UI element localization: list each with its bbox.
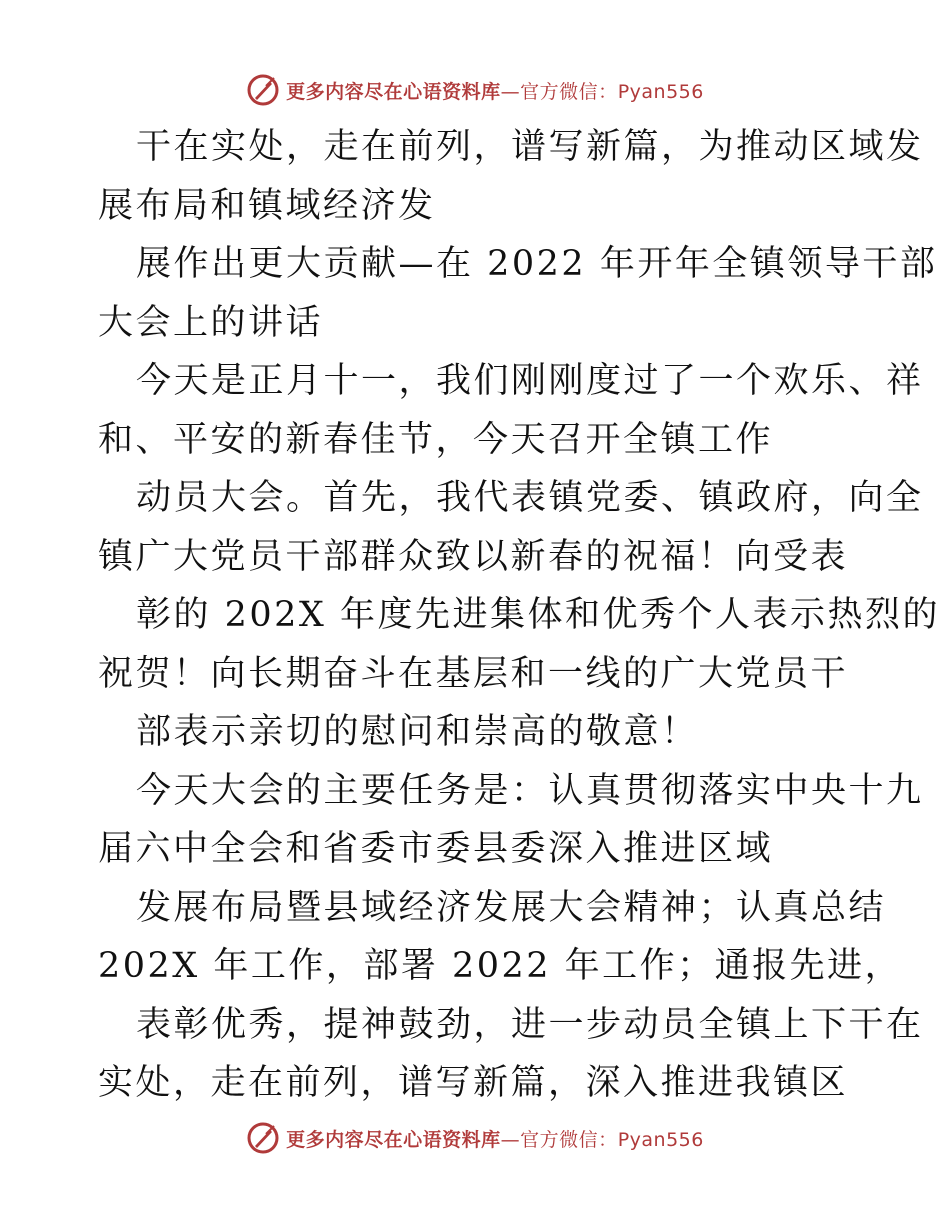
text-line: 届六中全会和省委市委县委深入推进区域 xyxy=(98,829,774,869)
text-line: 发展布局暨县域经济发展大会精神；认真总结 xyxy=(136,887,887,928)
text-line: 部表示亲切的慰问和崇高的敬意！ xyxy=(136,712,699,752)
watermark-brand: 更多内容尽在心语资料库 xyxy=(286,1128,501,1151)
text-line: 祝贺！向长期奋斗在基层和一线的广大党员干 xyxy=(98,653,849,694)
text-line: 干在实处，走在前列，谱写新篇，为推动区域发 xyxy=(136,127,924,167)
text-line: 今天是正月十一，我们刚刚度过了一个欢乐、祥 xyxy=(136,361,924,401)
text-line: 实处，走在前列，谱写新篇，深入推进我镇区 xyxy=(98,1063,849,1103)
text-line: 大会上的讲话 xyxy=(98,302,324,343)
watermark-account: Pyan556 xyxy=(617,1128,704,1151)
text-line: 动员大会。首先，我代表镇党委、镇政府，向全 xyxy=(136,478,924,518)
watermark-account: Pyan556 xyxy=(617,80,704,103)
watermark-dash: — xyxy=(500,1128,521,1151)
text-line: 表彰优秀，提神鼓劲，进一步动员全镇上下干在 xyxy=(136,1004,924,1045)
header-watermark xyxy=(0,70,950,110)
text-line: 镇广大党员干部群众致以新春的祝福！向受表 xyxy=(98,536,849,577)
text-line: 202X 年工作，部署 2022 年工作；通报先进， xyxy=(98,946,903,986)
watermark-label: 官方微信： xyxy=(520,80,618,103)
watermark-text xyxy=(286,77,704,104)
text-line: 展布局和镇域经济发 xyxy=(98,185,436,226)
quill-logo-icon xyxy=(246,1121,280,1155)
watermark-label: 官方微信： xyxy=(520,1128,618,1151)
watermark-brand: 更多内容尽在心语资料库 xyxy=(286,80,501,103)
text-line: 今天大会的主要任务是：认真贯彻落实中央十九 xyxy=(136,770,924,811)
text-line: 展作出更大贡献—在 2022 年开年全镇领导干部 xyxy=(136,244,938,284)
watermark-text xyxy=(286,1125,704,1152)
quill-logo-icon xyxy=(246,73,280,107)
document-body xyxy=(98,118,940,1113)
text-line: 和、平安的新春佳节，今天召开全镇工作 xyxy=(98,419,774,460)
watermark-dash: — xyxy=(500,80,521,103)
footer-watermark xyxy=(0,1118,950,1158)
text-line: 彰的 202X 年度先进集体和优秀个人表示热烈的 xyxy=(136,595,940,635)
